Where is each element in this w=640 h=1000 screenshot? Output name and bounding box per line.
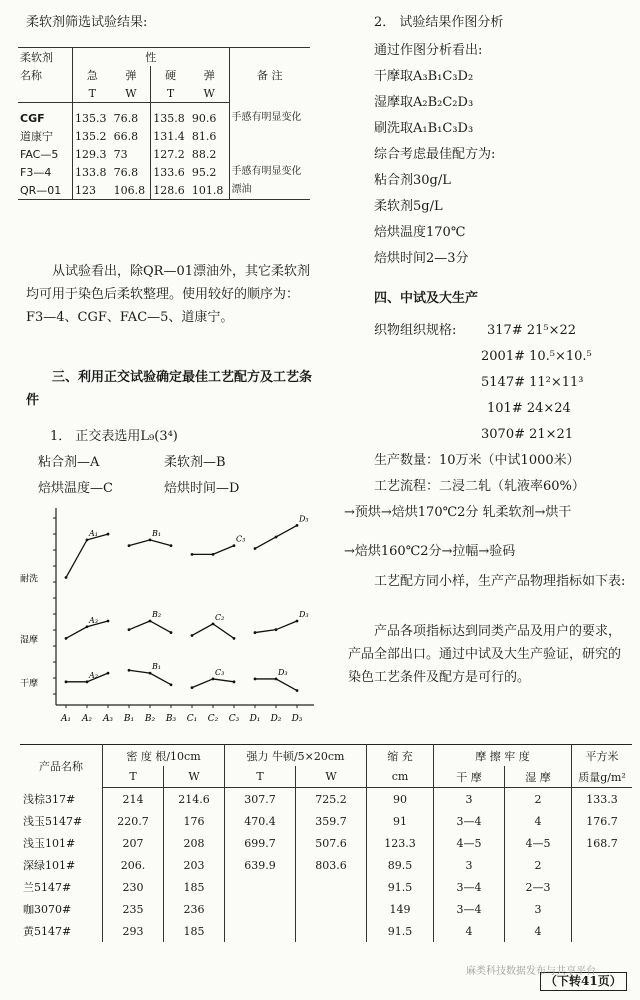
table-cell: 185: [164, 920, 225, 942]
data-point: [233, 680, 236, 683]
table-row: FAC—5 129.3 73 127.2 88.2: [18, 145, 310, 163]
chart-lines: [66, 525, 297, 690]
row-label: 湿摩: [20, 635, 39, 646]
table-cell: 293: [103, 920, 164, 942]
table-cell: [296, 920, 367, 942]
data-point: [254, 631, 257, 634]
spec-5: 3070# 21×21: [481, 427, 574, 442]
table-cell: 3—4: [434, 810, 505, 832]
x-tick-label: D₁: [249, 714, 261, 724]
chart-labels: [20, 514, 309, 688]
data-point: [107, 533, 110, 536]
product-name-cell: 深绿101#: [20, 854, 103, 876]
table-cell: 91.5: [367, 920, 434, 942]
orthogonal-chart: [14, 500, 314, 735]
t1-sub-4: 弹: [190, 66, 229, 84]
t2-header-density: 密 度 根/10cm: [103, 745, 225, 767]
table-cell: 206.: [103, 854, 164, 876]
data-point: [212, 553, 215, 556]
series-line: [192, 624, 234, 638]
data-point: [191, 686, 194, 689]
t2-header-shrink: 缩 充: [367, 745, 434, 767]
analysis-line-7: 柔软剂5g/L: [374, 199, 443, 214]
table-cell: [572, 854, 633, 876]
row-label: 干摩: [20, 678, 39, 689]
spec-2: 2001# 10.⁵×10.⁵: [481, 349, 592, 364]
data-point: [254, 547, 257, 550]
table-cell: 3: [434, 854, 505, 876]
table-cell: 725.2: [296, 788, 367, 811]
t2-header-weight: 平方米: [572, 745, 633, 767]
analysis-line-3: 湿摩取A₂B₂C₂D₃: [374, 95, 474, 110]
table-cell: 470.4: [225, 810, 296, 832]
watermark: 麻类科技数据发布与共享平台: [466, 966, 596, 977]
x-tick-label: C₁: [186, 714, 198, 724]
table-cell: 2: [505, 854, 572, 876]
data-point: [128, 544, 131, 547]
data-point: [191, 634, 194, 637]
table-cell: 207: [103, 832, 164, 854]
t1-header-col1b: 名称: [18, 66, 73, 84]
t2-header-T2: T: [225, 766, 296, 788]
spec-1: 317# 21⁵×22: [487, 323, 577, 338]
point-label: D₃: [299, 514, 309, 524]
data-point: [170, 631, 173, 634]
table-cell: [225, 898, 296, 920]
data-point: [296, 620, 299, 623]
paragraph-conclusion: 产品各项指标达到同类产品及用户的要求，产品全部出口。通过中试及大生产验证，研究的染色工艺条件及配方是可行的。: [348, 624, 622, 685]
product-name-cell: 浅玉101#: [20, 832, 103, 854]
table-cell: 3—4: [434, 898, 505, 920]
data-point: [170, 544, 173, 547]
spec-4: 101# 24×24: [487, 401, 571, 416]
point-label: D₃: [299, 609, 309, 619]
table-cell: 220.7: [103, 810, 164, 832]
table-cell: 123.3: [367, 832, 434, 854]
table-row: 道康宁 135.2 66.8 131.4 81.6: [18, 127, 310, 145]
table-cell: 149: [367, 898, 434, 920]
data-point: [191, 553, 194, 556]
analysis-line-4: 刷洗取A₁B₁C₃D₃: [374, 121, 474, 136]
table-cell: [296, 898, 367, 920]
table-row: F3—4 133.8 76.8 133.6 95.2 手感有明显变化: [18, 163, 310, 181]
t1-W1: W: [112, 84, 151, 103]
t1-T2: T: [151, 84, 190, 103]
sec2-heading: 2． 试验结果作图分析: [374, 15, 504, 30]
analysis-line-2: 干摩取A₃B₁C₃D₂: [374, 69, 474, 84]
x-tick-label: A₂: [81, 714, 93, 724]
x-tick-label: D₂: [270, 714, 282, 724]
table-cell: 90: [367, 788, 434, 811]
analysis-line-6: 粘合剂30g/L: [374, 173, 451, 188]
section3-heading: 三、利用正交试验确定最佳工艺配方及工艺条件: [26, 370, 313, 408]
data-point: [107, 620, 110, 623]
analysis-line-5: 综合考虑最佳配方为:: [374, 147, 496, 162]
data-point: [254, 678, 257, 681]
table-cell: 133.3: [586, 792, 618, 806]
table-cell: 176.7: [586, 814, 618, 828]
data-point: [212, 622, 215, 625]
point-label: C₃: [236, 534, 246, 544]
factor-d: 焙烘时间—D: [164, 481, 240, 496]
product-name-cell: 浅玉5147#: [20, 810, 103, 832]
point-label: A₂: [89, 670, 98, 680]
product-name-cell: 浅棕317#: [20, 788, 103, 811]
table-cell: 236: [164, 898, 225, 920]
production-quantity: 生产数量：10万米（中试1000米）: [374, 453, 580, 468]
factor-c: 焙烘温度—C: [38, 481, 113, 496]
data-point: [65, 637, 68, 640]
table-cell: 230: [103, 876, 164, 898]
spec-label: 织物组织规格:: [374, 323, 457, 338]
table1-title: 柔软剂筛选试验结果:: [26, 15, 148, 30]
table-cell: 214.6: [164, 788, 225, 811]
table-cell: 208: [164, 832, 225, 854]
product-name-cell: 黄5147#: [20, 920, 103, 942]
analysis-line-1: 通过作图分析看出:: [374, 43, 483, 58]
data-point: [128, 628, 131, 631]
x-tick-label: B₂: [144, 714, 156, 724]
data-point: [86, 625, 89, 628]
paragraph-softener-result: 从试验看出，除QR—01漂油外，其它柔软剂均可用于染色后柔软整理。使用较好的顺序为：F3—4、CGF、FAC—5、道康宁。: [26, 264, 310, 325]
x-tick-label: A₁: [60, 714, 72, 724]
table-cell: [572, 876, 633, 898]
table-cell: 91.5: [367, 876, 434, 898]
table-row: [20, 810, 632, 832]
t2-header-fastness: 摩 擦 牢 度: [434, 745, 572, 767]
data-point: [149, 672, 152, 675]
series-line: [255, 679, 297, 691]
table-cell: 176: [164, 810, 225, 832]
table-cell: 3: [434, 788, 505, 811]
chart-points: [65, 524, 299, 692]
data-point: [275, 536, 278, 539]
point-label: D₃: [278, 667, 288, 677]
data-point: [275, 628, 278, 631]
factor-a: 粘合剂—A: [38, 455, 100, 470]
table-cell: 4—5: [434, 832, 505, 854]
t1-sub-2: 弹: [112, 66, 151, 84]
table-cell: 359.7: [296, 810, 367, 832]
data-point: [149, 538, 152, 541]
data-point: [296, 689, 299, 692]
x-tick-label: C₂: [207, 714, 219, 724]
data-point: [107, 672, 110, 675]
analysis-line-9: 焙烘时间2—3分: [374, 251, 469, 266]
table-cell: [225, 876, 296, 898]
table-cell: 507.6: [296, 832, 367, 854]
table-cell: 91: [367, 810, 434, 832]
t1-header-col1: 柔软剂: [18, 48, 73, 67]
t1-sub-3: 硬: [165, 69, 177, 82]
table-cell: 2: [505, 788, 572, 811]
x-tick-label: A₃: [102, 714, 114, 724]
table-row: [20, 876, 632, 898]
analysis-line-8: 焙烘温度170℃: [374, 225, 466, 240]
x-tick-label: B₁: [123, 714, 135, 724]
data-point: [86, 680, 89, 683]
softener-table: [18, 47, 310, 200]
t2-header-shrink-unit: cm: [367, 766, 434, 788]
table-row: [20, 898, 632, 920]
t1-W2: W: [190, 84, 229, 103]
table-cell: 3—4: [434, 876, 505, 898]
point-label: C₃: [215, 667, 225, 677]
factor-b: 柔软剂—B: [164, 455, 226, 470]
data-point: [128, 669, 131, 672]
product-name-cell: 咖3070#: [20, 898, 103, 920]
table-cell: 168.7: [586, 836, 618, 850]
point-label: C₂: [215, 612, 225, 622]
row-label: 耐洗: [20, 574, 39, 585]
paragraph-formula: 工艺配方同小样，生产产品物理指标如下表:: [374, 574, 626, 589]
t2-header-T1: T: [103, 766, 164, 788]
point-label: B₁: [152, 662, 162, 672]
table-row: [20, 854, 632, 876]
data-point: [149, 620, 152, 623]
data-point: [212, 678, 215, 681]
process-flow-label: 工艺流程：二浸二轧（轧液率60%）: [374, 479, 585, 494]
table-cell: 185: [164, 876, 225, 898]
t2-header-wet: 湿 摩: [505, 766, 572, 788]
t2-header-dry: 干 摩: [434, 766, 505, 788]
continued-note: （下转41页）: [540, 972, 627, 991]
table-row: QR—01 123 106.8 128.6 101.8 漂油: [18, 181, 310, 200]
table-cell: 307.7: [225, 788, 296, 811]
table-cell: 89.5: [367, 854, 434, 876]
table-cell: 639.9: [225, 854, 296, 876]
data-point: [170, 683, 173, 686]
point-label: B₂: [152, 609, 162, 619]
table-cell: 4: [434, 920, 505, 942]
point-label: A₁: [89, 528, 98, 538]
table-cell: 803.6: [296, 854, 367, 876]
table-cell: 2—3: [505, 876, 572, 898]
point-label: B₁: [152, 528, 162, 538]
table-cell: [572, 920, 633, 942]
data-point: [65, 680, 68, 683]
table-cell: [572, 898, 633, 920]
t1-header-group: 性: [73, 48, 230, 67]
data-point: [296, 524, 299, 527]
table-cell: 203: [164, 854, 225, 876]
x-tick-label: B₃: [165, 714, 177, 724]
table-cell: 699.7: [225, 832, 296, 854]
t1-T1: T: [73, 84, 112, 103]
x-tick-label: D₃: [291, 714, 303, 724]
table-cell: 4: [505, 810, 572, 832]
t1-header-remark: 备 注: [229, 48, 310, 103]
t2-header-weight2: 质量g/m²: [572, 766, 633, 788]
table-row: [20, 788, 632, 811]
table-row: [20, 920, 632, 942]
t2-header-strength: 强力 牛顿/5×20cm: [225, 745, 367, 767]
data-point: [275, 678, 278, 681]
table-cell: 214: [103, 788, 164, 811]
table-cell: 235: [103, 898, 164, 920]
orthogonal-table-line: 1． 正交表选用L₉(3⁴): [50, 429, 178, 444]
table-cell: 4—5: [505, 832, 572, 854]
data-point: [86, 538, 89, 541]
x-tick-label: C₃: [228, 714, 240, 724]
table-row: CGF 135.3 76.8 135.8 90.6 手感有明显变化: [18, 109, 310, 127]
series-line: [129, 621, 171, 633]
t2-header-W1: W: [164, 766, 225, 788]
table-cell: [296, 876, 367, 898]
t2-header-name: 产品名称: [20, 745, 103, 788]
series-line: [66, 621, 108, 638]
spec-3: 5147# 11²×11³: [481, 375, 584, 390]
table-row: [20, 832, 632, 854]
table-cell: 4: [505, 920, 572, 942]
point-label: A₃: [89, 615, 98, 625]
product-property-table: [20, 744, 632, 942]
process-flow-2: →焙烘160℃2分→拉幅→验码: [344, 544, 516, 559]
table-cell: [225, 920, 296, 942]
process-flow-1: →预烘→焙烘170℃2分 轧柔软剂→烘干: [344, 505, 572, 520]
t2-header-W2: W: [296, 766, 367, 788]
data-point: [233, 637, 236, 640]
table-cell: 3: [505, 898, 572, 920]
data-point: [65, 576, 68, 579]
data-point: [233, 544, 236, 547]
t1-sub-1: 急: [86, 69, 98, 82]
product-name-cell: 兰5147#: [20, 876, 103, 898]
sec4-heading: 四、中试及大生产: [374, 291, 479, 306]
